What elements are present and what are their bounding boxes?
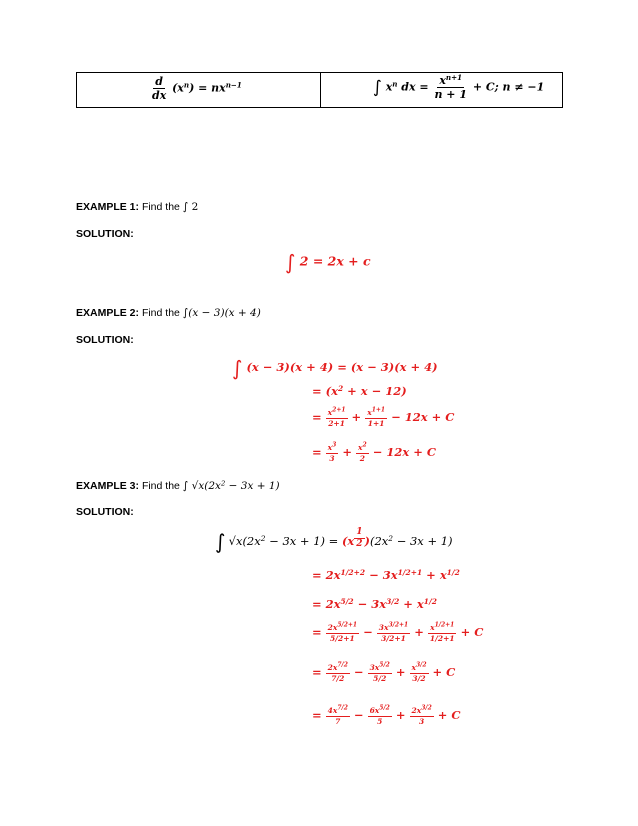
integral-sign: ∫ <box>285 250 296 274</box>
integral-sign: ∫ <box>232 356 243 380</box>
example2-prompt: Find the <box>141 307 180 319</box>
integral-sign: ∫ <box>215 529 226 554</box>
example3-solution-label: SOLUTION: <box>76 506 134 518</box>
example1-solution-label: SOLUTION: <box>76 228 134 240</box>
example1-result: 2 = 2x + c <box>299 253 371 269</box>
formula-table <box>76 72 563 108</box>
example2-step1: (x − 3)(x + 4) = (x − 3)(x + 4) <box>246 360 438 374</box>
int-num-exp: n+1 <box>445 73 463 83</box>
example3-line4: = $\frac{2x^{5/2+1}}{5/2+1}$ − $\frac{3x^{3/2+1}}{3/2+1}$ + $\frac{x^{1/2+1}}{1/2+1}$ + C <box>312 621 484 643</box>
example3-sqrt: √x <box>191 480 205 492</box>
example1-problem: 2 <box>191 201 199 213</box>
example3-line3: = $2x^{5/2} - 3x^{3/2} + x^{1/2}$ <box>312 596 437 611</box>
integral-rule-cell <box>321 73 562 107</box>
example2-line4: = $\frac{x^3}{3}$ + $\frac{x^2}{2}$ − 12x + C <box>312 441 436 463</box>
example3-line2: = $2x^{1/2+2} - 3x^{1/2+1} + x^{1/2}$ <box>312 567 460 582</box>
d-operator-num: d <box>155 75 163 88</box>
example2-heading <box>76 307 261 319</box>
example1-int-sign: ∫ <box>182 201 189 213</box>
example3-line5: = $\frac{2x^{7/2}}{7/2}$ − $\frac{3x^{5/2}}{5/2}$ + $\frac{x^{3/2}}{3/2}$ + C <box>312 661 456 683</box>
d-operator-den: dx <box>152 89 167 102</box>
deriv-lhs-exp: n <box>183 80 190 90</box>
example1-label: EXAMPLE 1: <box>76 201 140 213</box>
example2-label: EXAMPLE 2: <box>76 307 140 319</box>
example1-heading <box>76 201 198 213</box>
power-rule-integral <box>373 75 544 100</box>
example1-line1 <box>285 250 371 274</box>
int-dx: dx = <box>397 80 429 94</box>
example3-label: EXAMPLE 3: <box>76 480 140 492</box>
int-integrand-exp: n <box>392 79 398 89</box>
example3-prompt: Find the <box>141 480 180 492</box>
example3-int-sign: ∫ <box>182 480 189 492</box>
example2-line3: = $\frac{x^{2+1}}{2+1}$ + $\frac{x^{1+1}}{1+1}$ − 12x + C <box>312 406 455 428</box>
example2-line2: = $(x^2 + x - 12)$ <box>312 383 407 398</box>
example3-heading: EXAMPLE 3: Find the ∫ $√x(2x^2 - 3x + 1)$ <box>76 479 280 492</box>
deriv-lhs: (x <box>172 81 184 95</box>
derivative-rule-cell <box>77 73 321 107</box>
power-rule-derivative <box>150 76 242 101</box>
example2-int-sign: ∫ <box>182 307 189 319</box>
example2-problem: (x − 3)(x + 4) <box>188 307 261 319</box>
deriv-rhs-exp: n−1 <box>225 80 242 90</box>
integral-sign: ∫ <box>373 77 382 98</box>
example2-solution-label: SOLUTION: <box>76 334 134 346</box>
deriv-mid: ) = nx <box>189 81 226 95</box>
int-tail: + C; n ≠ −1 <box>472 80 545 94</box>
int-den: n + 1 <box>434 88 467 101</box>
example1-prompt: Find the <box>141 201 180 213</box>
int-integrand: x <box>385 80 393 94</box>
example3-line6: = $\frac{4x^{7/2}}{7}$ − $\frac{6x^{5/2}}{5}$ + $\frac{2x^{3/2}}{3}$ + C <box>312 704 461 726</box>
example2-line1 <box>232 356 438 380</box>
int-num: x <box>439 74 446 87</box>
example3-line1: ∫ $√x(2x^2 - 3x + 1) = (x$ $^{\frac{1}{2}}$ )$(2x^2 - 3x + 1)$ <box>215 527 453 554</box>
